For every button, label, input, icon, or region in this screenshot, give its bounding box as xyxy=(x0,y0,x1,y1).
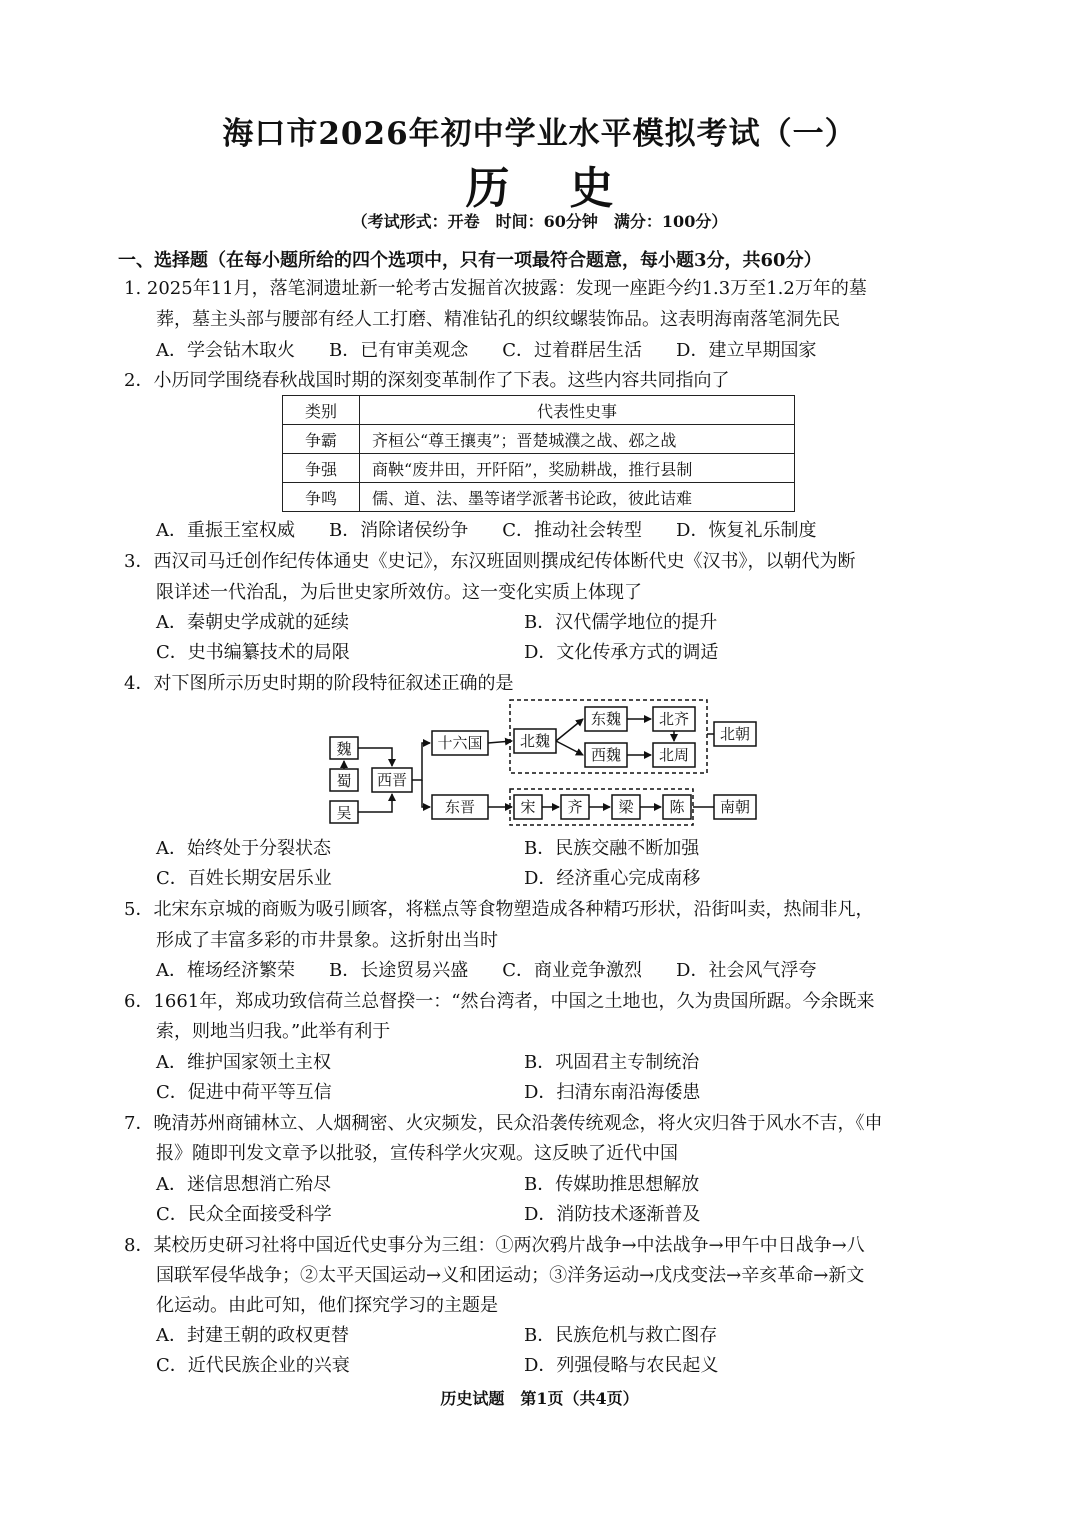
exam-title: 海口市2026年初中学业水平模拟考试（一） xyxy=(222,116,857,152)
reform-table xyxy=(282,395,795,512)
option-c: C．民众全面接受科学 xyxy=(156,1204,332,1225)
option-d: D．社会风气浮夸 xyxy=(676,960,817,981)
table-cell-event: 齐桓公“尊王攘夷”；晋楚城濮之战、邲之战 xyxy=(360,425,795,454)
question-8-options-row-1 xyxy=(156,1323,892,1349)
arrow-wei-xijin xyxy=(358,748,392,766)
option-b: B．民族交融不断加强 xyxy=(524,838,700,859)
option-c: C．史书编纂技术的局限 xyxy=(156,642,350,663)
option-c: C．过着群居生活 xyxy=(502,340,643,361)
node-dongwei: 东魏 xyxy=(590,710,622,728)
option-a: A．学会钻木取火 xyxy=(156,340,295,361)
node-qi: 齐 xyxy=(567,798,583,816)
question-6-options-row-1 xyxy=(156,1050,892,1076)
exam-info: （考试形式：开卷 时间：60分钟 满分：100分） xyxy=(351,212,728,231)
option-b: B．消除诸侯纷争 xyxy=(329,520,469,541)
question-7-line-1: 7．晚清苏州商铺林立、人烟稠密、火灾频发，民众沿袭传统观念，将火灾归咎于风水不吉，《申 xyxy=(124,1113,883,1134)
question-6-options-row-2 xyxy=(156,1080,892,1106)
option-b: B．巩固君主专制统治 xyxy=(524,1052,700,1073)
arrow-xijin-shiliuguo xyxy=(412,743,430,780)
section-heading: 一、选择题（在每小题所给的四个选项中，只有一项最符合题意，每小题3分，共60分） xyxy=(118,250,822,271)
question-4-options-row-2 xyxy=(156,866,892,892)
node-shiliuguo: 十六国 xyxy=(437,734,483,752)
node-liang: 梁 xyxy=(618,798,634,816)
option-d: D．文化传承方式的调适 xyxy=(524,642,719,663)
option-d: D．经济重心完成南移 xyxy=(524,868,701,889)
table-cell-event: 商鞅“废井田，开阡陌”，奖励耕战，推行县制 xyxy=(360,454,795,483)
option-d: D．消防技术逐渐普及 xyxy=(524,1204,701,1225)
question-8-line-1: 8．某校历史研习社将中国近代史事分为三组：①两次鸦片战争→中法战争→甲午中日战争→八 xyxy=(124,1235,865,1256)
option-c: C．促进中荷平等互信 xyxy=(156,1082,332,1103)
table-cell-category: 争强 xyxy=(283,454,360,483)
question-8-options-row-2 xyxy=(156,1353,892,1379)
option-c: C．推动社会转型 xyxy=(502,520,643,541)
node-xiwei: 西魏 xyxy=(590,746,622,764)
option-d: D．建立早期国家 xyxy=(676,340,817,361)
option-a: A．始终处于分裂状态 xyxy=(156,838,331,859)
question-1-line-2: 葬，墓主头部与腰部有经人工打磨、精准钻孔的织纹螺装饰品。这表明海南落笔洞先民 xyxy=(156,309,840,330)
node-beichao: 北朝 xyxy=(719,725,751,743)
arrow-xijin-dongjin xyxy=(422,780,430,807)
question-2-options xyxy=(156,518,850,544)
option-d: D．扫清东南沿海倭患 xyxy=(524,1082,701,1103)
option-a: A．维护国家领土主权 xyxy=(156,1052,331,1073)
question-6-line-2: 索，则地当归我。”此举有利于 xyxy=(156,1021,391,1042)
question-2-line-1: 2．小历同学围绕春秋战国时期的深刻变革制作了下表。这些内容共同指向了 xyxy=(124,370,730,391)
option-b: B．已有审美观念 xyxy=(329,340,469,361)
table-header-category: 类别 xyxy=(283,396,360,425)
question-4-options-row-1 xyxy=(156,836,892,862)
dynasty-diagram xyxy=(320,695,770,830)
node-wu: 吴 xyxy=(336,804,352,822)
option-b: B．民族危机与救亡图存 xyxy=(524,1325,718,1346)
question-5-line-2: 形成了丰富多彩的市井景象。这折射出当时 xyxy=(156,930,498,951)
option-c: C．百姓长期安居乐业 xyxy=(156,868,332,889)
question-3-line-1: 3．西汉司马迁创作纪传体通史《史记》，东汉班固则撰成纪传体断代史《汉书》，以朝代为断 xyxy=(124,551,856,572)
question-5-options xyxy=(156,958,850,984)
option-c: C．商业竞争激烈 xyxy=(502,960,643,981)
arrow-beiwei-xiwei xyxy=(556,741,583,755)
option-d: D．恢复礼乐制度 xyxy=(676,520,817,541)
question-7-options-row-1 xyxy=(156,1172,892,1198)
table-cell-category: 争鸣 xyxy=(283,483,360,512)
node-nanchao: 南朝 xyxy=(719,798,751,816)
node-song: 宋 xyxy=(520,798,536,816)
table-cell-event: 儒、道、法、墨等诸学派著书论政，彼此诘难 xyxy=(360,483,795,512)
question-7-options-row-2 xyxy=(156,1202,892,1228)
question-4-line-1: 4．对下图所示历史时期的阶段特征叙述正确的是 xyxy=(124,673,514,694)
arrow-beiwei-dongwei xyxy=(556,719,583,741)
option-d: D．列强侵略与农民起义 xyxy=(524,1355,719,1376)
node-beizhou: 北周 xyxy=(658,746,690,764)
question-3-options-row-1 xyxy=(156,610,892,636)
option-a: A．封建王朝的政权更替 xyxy=(156,1325,349,1346)
page-footer: 历史试题 第1页（共4页） xyxy=(440,1389,639,1408)
question-1-line-1: 1. 2025年11月，落笔洞遗址新一轮考古发掘首次披露：发现一座距今约1.3万至1.2万年的墓 xyxy=(124,278,867,299)
node-beiwei: 北魏 xyxy=(519,732,551,750)
arrow-shiliuguo-beiwei xyxy=(488,741,512,743)
option-a: A．迷信思想消亡殆尽 xyxy=(156,1174,331,1195)
node-dongjin: 东晋 xyxy=(444,798,476,816)
question-1-options xyxy=(156,338,850,364)
table-row xyxy=(283,454,795,483)
option-a: A．榷场经济繁荣 xyxy=(156,960,295,981)
arrow-wu-xijin xyxy=(358,794,392,812)
table-row xyxy=(283,425,795,454)
question-5-line-1: 5．北宋东京城的商贩为吸引顾客，将糕点等食物塑造成各种精巧形状，沿街叫卖，热闹非凡， xyxy=(124,899,874,920)
table-row xyxy=(283,483,795,512)
table-header-row xyxy=(283,396,795,425)
table-header-event: 代表性史事 xyxy=(360,396,795,425)
node-beiqi: 北齐 xyxy=(658,710,690,728)
question-6-line-1: 6．1661年，郑成功致信荷兰总督揆一：“然台湾者，中国之土地也，久为贵国所踞。今余既来 xyxy=(124,991,875,1012)
node-wei: 魏 xyxy=(336,740,352,758)
option-b: B．传媒助推思想解放 xyxy=(524,1174,700,1195)
question-8-line-3: 化运动。由此可知，他们探究学习的主题是 xyxy=(156,1295,498,1316)
option-b: B．汉代儒学地位的提升 xyxy=(524,612,718,633)
table-cell-category: 争霸 xyxy=(283,425,360,454)
question-3-line-2: 限详述一代治乱，为后世史家所效仿。这一变化实质上体现了 xyxy=(156,582,642,603)
option-a: A．秦朝史学成就的延续 xyxy=(156,612,349,633)
option-c: C．近代民族企业的兴衰 xyxy=(156,1355,350,1376)
question-8-line-2: 国联军侵华战争；②太平天国运动→义和团运动；③洋务运动→戊戌变法→辛亥革命→新文 xyxy=(156,1265,865,1286)
node-xijin: 西晋 xyxy=(376,771,408,789)
node-chen: 陈 xyxy=(669,798,685,816)
question-7-line-2: 报》随即刊发文章予以批驳，宣传科学火灾观。这反映了近代中国 xyxy=(156,1143,678,1164)
option-b: B．长途贸易兴盛 xyxy=(329,960,469,981)
node-shu: 蜀 xyxy=(336,772,352,790)
subject-title: 历史 xyxy=(465,163,674,214)
question-3-options-row-2 xyxy=(156,640,892,666)
option-a: A．重振王室权威 xyxy=(156,520,295,541)
